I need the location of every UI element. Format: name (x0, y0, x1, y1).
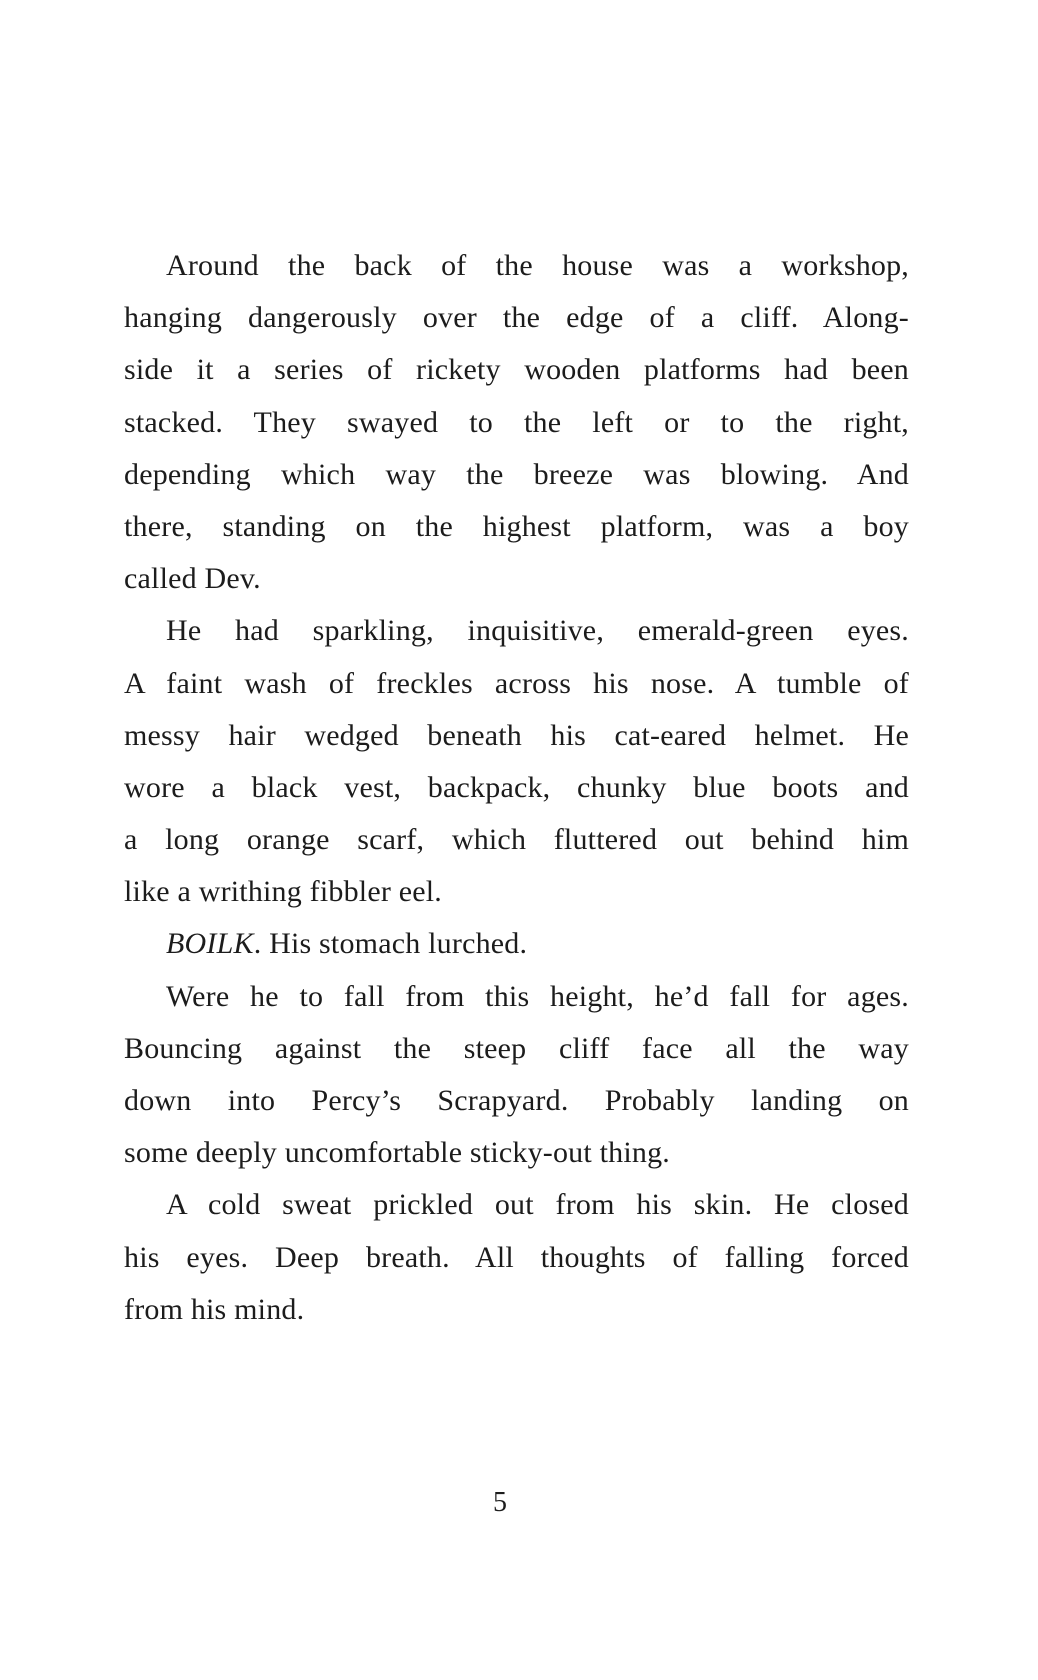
paragraph-2-line-1: He had sparkling, inquisitive, emerald-green eyes. (166, 614, 909, 648)
paragraph-4-line-2: Bouncing against the steep cliff face all the way (124, 1031, 909, 1065)
paragraph-1-line-7: called Dev. (124, 562, 261, 596)
paragraph-2-line-4: wore a black vest, backpack, chunky blue boots and (124, 770, 909, 804)
paragraph-1-line-4: stacked. They swayed to the left or to the right, (124, 405, 909, 439)
paragraph-3-line-1 (124, 918, 909, 970)
paragraph-1-line-6: there, standing on the highest platform, was a boy (124, 509, 909, 543)
sound-effect-text: BOILK (166, 927, 254, 961)
paragraph-4-line-1: Were he to fall from this height, he’d fall for ages. (166, 979, 909, 1013)
paragraph-1-line-5: depending which way the breeze was blowing. And (124, 457, 909, 491)
paragraph-5-line-1: A cold sweat prickled out from his skin. He closed (166, 1188, 909, 1222)
paragraph-5-line-3: from his mind. (124, 1292, 305, 1326)
paragraph-2-line-3: messy hair wedged beneath his cat-eared helmet. He (124, 718, 909, 752)
page-number: 5 (493, 1487, 507, 1518)
paragraph-5-line-2: his eyes. Deep breath. All thoughts of falling forced (124, 1240, 909, 1274)
paragraph-1-line-1: Around the back of the house was a workshop, (166, 249, 909, 282)
paragraph-2-line-5: a long orange scarf, which fluttered out behind him (124, 823, 909, 857)
paragraph-1-line-3: side it a series of rickety wooden platforms had been (124, 353, 909, 387)
paragraph-1-line-2: hanging dangerously over the edge of a cliff. Along- (124, 301, 909, 335)
paragraph-2-line-2: A faint wash of freckles across his nose. A tumble of (124, 666, 909, 700)
paragraph-2-line-6: like a writhing fibbler eel. (124, 875, 442, 909)
paragraph-3-rest: . His stomach lurched. (253, 927, 528, 961)
body-text (124, 240, 909, 1336)
paragraph-4-line-3: down into Percy’s Scrapyard. Probably landing on (124, 1084, 909, 1117)
paragraph-4-line-4: some deeply uncomfortable sticky-out thing. (124, 1136, 670, 1170)
